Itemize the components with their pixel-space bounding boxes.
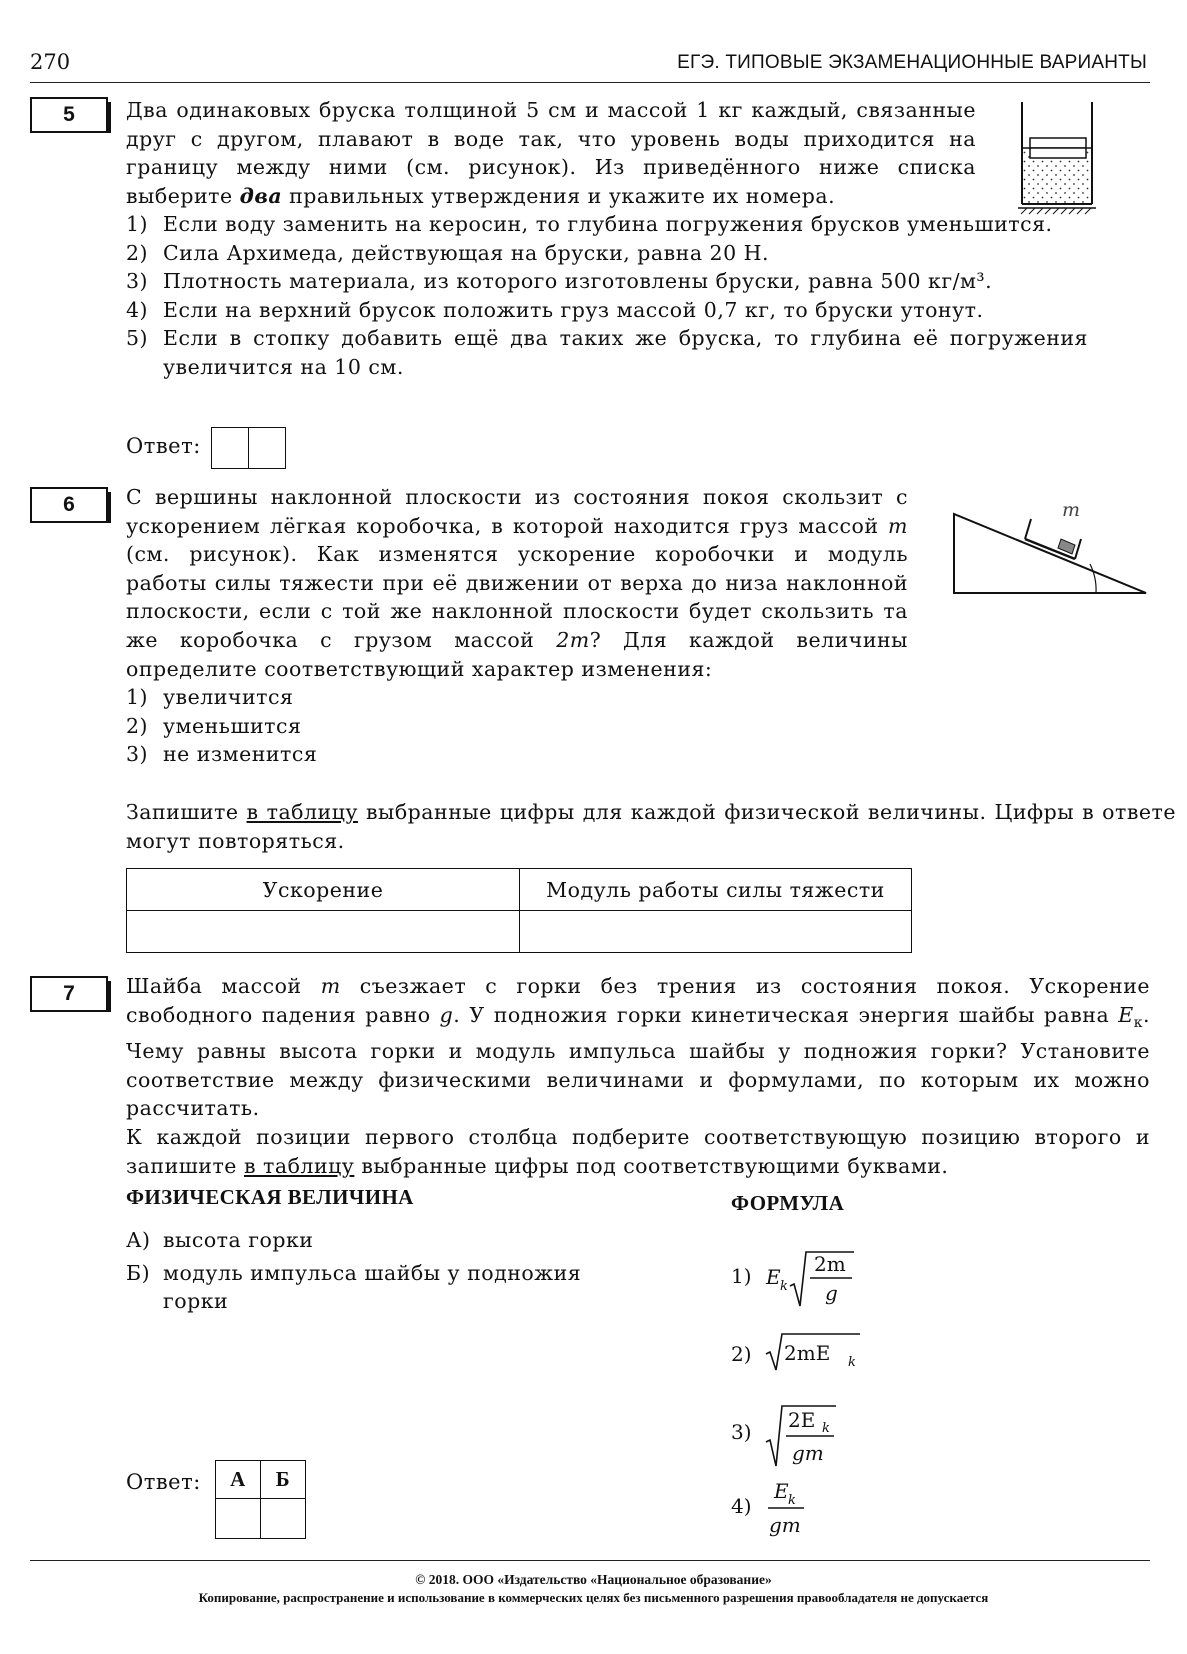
- box-right-wall: [1075, 539, 1081, 559]
- q7-table-link: в таблицу: [243, 1153, 355, 1178]
- q6-table-link: в таблицу: [246, 800, 358, 824]
- svg-text:k: k: [848, 1355, 856, 1370]
- q5-option-5: 5) Если в стопку добавить ещё два таких же бруска, то глубина её погружения увеличится на 10 см.: [126, 326, 1088, 379]
- question-number-7: 7: [30, 976, 108, 1012]
- q7-quantities: [126, 1226, 636, 1316]
- svg-text:2mE: 2mE: [784, 1341, 831, 1365]
- q7-stem: Шайба массой m съезжает с горки без трения из состояния покоя. Ускорение свободного падения равно g. У подножия горки кинетическая энергия шайбы равна $E_к$. Чему равны высота горки и модуль импульса шайбы у подножия горки? Установите соответствие между физическими величинами и формулами, по которым их можно рассчитать. К каждой позиции первого столбца подберите соответствующую позицию второго и запишите в таблицу выбранные цифры под соответствующими буквами.: [126, 974, 1150, 1178]
- footer-license-notice: Копирование, распространение и использование в коммерческих целях без письменного разрешения правообладателя не допускается: [198, 1590, 989, 1605]
- question-number-6: 6: [30, 487, 108, 523]
- q7-answer-label: Ответ:: [126, 1470, 201, 1494]
- q7-formula-1-number: 1): [731, 1264, 752, 1288]
- svg-text:2E: 2E: [788, 1408, 816, 1432]
- q7-formula-column-header: ФОРМУЛА: [731, 1191, 845, 1215]
- svg-text:k: k: [780, 1279, 788, 1294]
- q5-answer-cell-1[interactable]: [212, 428, 249, 469]
- q6-instruction: Запишите в таблицу выбранные цифры для каждой физической величины. Цифры в ответе могут повторяться.: [126, 800, 1176, 853]
- q7-formula-3: [764, 1400, 864, 1470]
- q6-answer-table: [126, 868, 912, 953]
- q7-formula-1: [764, 1246, 864, 1312]
- svg-text:E: E: [774, 1479, 789, 1503]
- svg-text:gm: gm: [769, 1513, 801, 1537]
- svg-text:gm: gm: [792, 1441, 824, 1465]
- q6-option-1: 1) увеличится: [126, 685, 294, 710]
- q5-option-3: 3) Плотность материала, из которого изготовлены бруски, равна 500 кг/м³.: [126, 269, 993, 294]
- lower-block: [1030, 148, 1086, 158]
- q7-formula-4-number: 4): [731, 1494, 752, 1518]
- svg-text:k: k: [822, 1421, 830, 1436]
- footer-rule: [30, 1560, 1150, 1561]
- q5-answer-label: Ответ:: [126, 434, 201, 458]
- q6-stem: С вершины наклонной плоскости из состояния покоя скользит с ускорением лёгкая коробочка, в которой находится груз массой m (см. рисунок). Как изменятся ускорение коробочки и модуль работы силы тяжести при её движении от верха до низа наклонной плоскости, если с той же наклонной плоскости будет скользить та же коробочка с грузом массой 2m? Для каждой величины определите соответствующий характер изменения: 1) увеличится 2) уменьшится 3) не изменится: [126, 483, 908, 769]
- box-left-wall: [1025, 519, 1031, 539]
- q5-option-2: 2) Сила Архимеда, действующая на бруски, равна 20 Н.: [126, 240, 770, 265]
- q7-quantity-column-header: ФИЗИЧЕСКАЯ ВЕЛИЧИНА: [126, 1185, 414, 1209]
- load-mass: [1058, 539, 1075, 554]
- question-number-5: 5: [30, 97, 108, 133]
- running-head: ЕГЭ. ТИПОВЫЕ ЭКЗАМЕНАЦИОННЫЕ ВАРИАНТЫ: [677, 52, 1147, 73]
- upper-block: [1030, 138, 1086, 148]
- q7-quantity-a: А) высота горки: [126, 1228, 314, 1252]
- q7-formula-2-number: 2): [731, 1342, 752, 1366]
- q6-header-acceleration: Ускорение: [127, 869, 520, 911]
- q7-answer-header-b: Б: [261, 1461, 306, 1499]
- q7-answer-table: [215, 1460, 306, 1539]
- footer-copyright: © 2018. ООО «Издательство «Национальное образование»: [415, 1572, 772, 1587]
- q7-formula-4: [764, 1476, 834, 1538]
- q6-answer-gravity-work[interactable]: [520, 911, 912, 953]
- svg-text:E: E: [766, 1265, 781, 1289]
- q7-answer-cell-b[interactable]: [261, 1499, 306, 1539]
- header-rule: [30, 82, 1150, 83]
- q7-answer-header-a: А: [216, 1461, 261, 1499]
- q5-option-1: 1) Если воду заменить на керосин, то глубина погружения брусков уменьшится.: [126, 212, 1053, 236]
- q7-formula-2: [764, 1330, 874, 1376]
- incline-plane: [954, 514, 1146, 593]
- svg-text:2m: 2m: [814, 1252, 846, 1276]
- svg-text:g: g: [825, 1281, 838, 1305]
- q7-quantity-b: Б) модуль импульса шайбы у подножия горки: [126, 1260, 582, 1314]
- q6-incline-figure: [950, 498, 1150, 598]
- q6-answer-acceleration[interactable]: [127, 911, 520, 953]
- q5-option-4: 4) Если на верхний брусок положить груз массой 0,7 кг, то бруски утонут.: [126, 297, 984, 322]
- page-number: 270: [30, 50, 71, 74]
- incline-angle-arc: [1090, 564, 1096, 593]
- q5-answer-box: [211, 427, 286, 469]
- q7-answer-cell-a[interactable]: [216, 1499, 261, 1539]
- q6-header-gravity-work: Модуль работы силы тяжести: [520, 869, 912, 911]
- q5-text-1: Два одинаковых бруска толщиной 5 см и массой 1 кг каждый, связанные друг с другом, плавают в воде так, что уровень воды приходится на границу между ними (см. рисунок). Из приведённого ниже списка выберите: [126, 98, 976, 208]
- mass-label: m: [1062, 499, 1081, 521]
- q7-formula-3-number: 3): [731, 1420, 752, 1444]
- q5-options: [126, 210, 1088, 382]
- q5-text-emphasis: два: [239, 183, 283, 208]
- q5-text-2: правильных утверждения и укажите их номера.: [282, 183, 836, 208]
- q5-answer-cell-2[interactable]: [249, 428, 286, 469]
- svg-text:k: k: [788, 1493, 796, 1508]
- q5-stem: [126, 96, 976, 210]
- q6-option-2: 2) уменьшится: [126, 713, 302, 738]
- q5-floating-blocks-figure: [1018, 100, 1098, 215]
- q6-option-3: 3) не изменится: [126, 742, 318, 767]
